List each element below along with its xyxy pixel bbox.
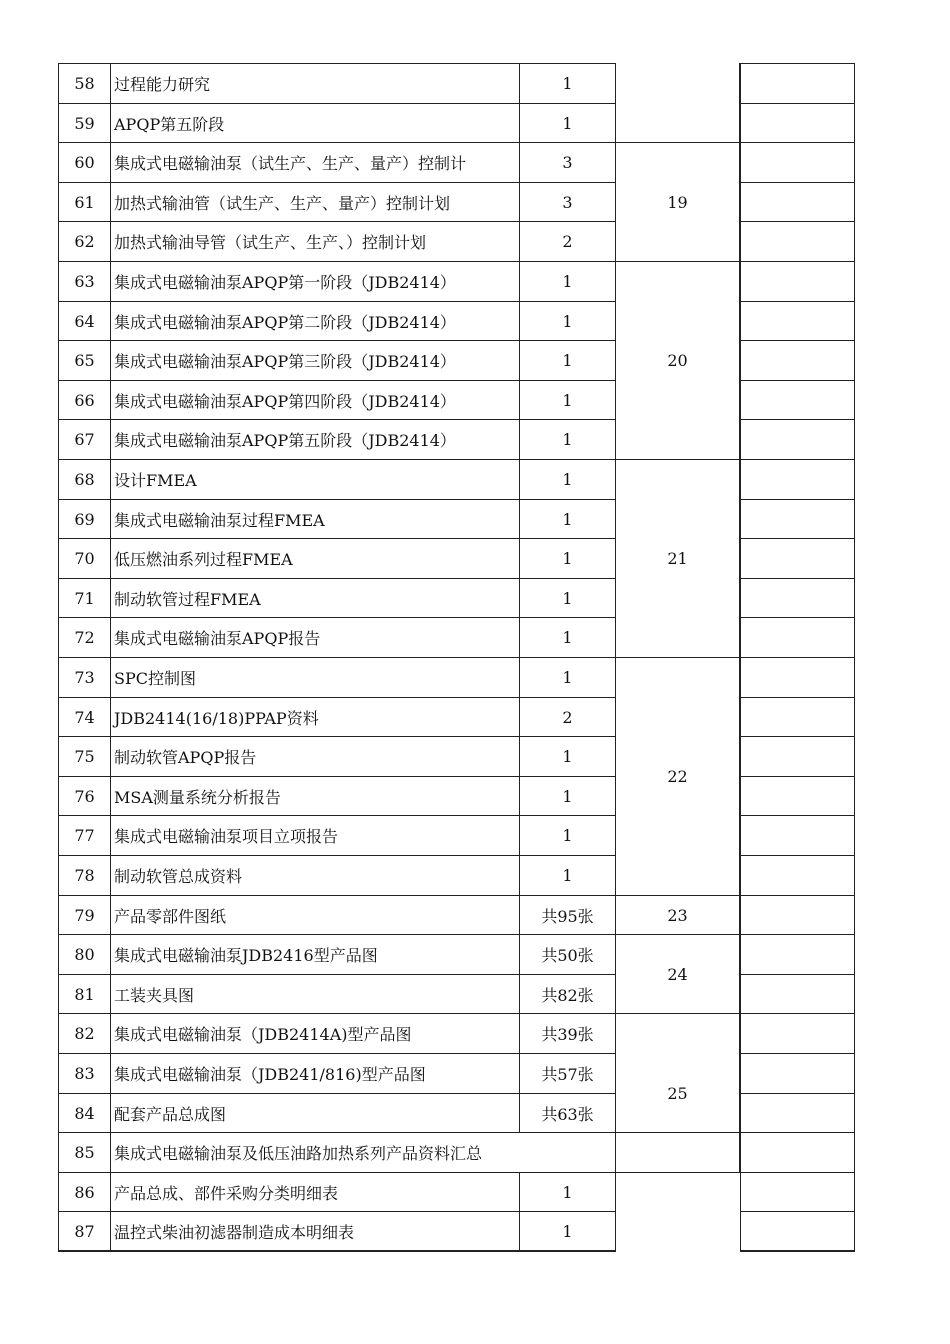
volume-number-cell (615, 142, 740, 262)
row-number (58, 776, 111, 816)
row-quantity-text: 2 (562, 707, 573, 727)
row-name-text: 集成式电磁输油泵APQP第三阶段（JDB2414） (114, 352, 456, 371)
row-number-text: 72 (74, 628, 95, 647)
row-name (110, 340, 520, 381)
row-number-text: 75 (74, 747, 95, 766)
row-name-text: 过程能力研究 (114, 75, 211, 94)
row-quantity (519, 380, 616, 420)
row-quantity-text: 1 (562, 786, 573, 806)
row-name-text: 集成式电磁输油泵（试生产、生产、量产）控制计 (114, 154, 467, 173)
row-name (110, 499, 520, 539)
row-quantity-text: 1 (562, 1182, 573, 1202)
row-number-text: 84 (74, 1103, 95, 1123)
row-remark-cell (740, 538, 855, 579)
row-number-text: 66 (74, 390, 95, 410)
row-remark-cell (740, 1211, 855, 1252)
row-remark-cell (740, 578, 855, 618)
row-number-text: 79 (74, 905, 95, 925)
row-number (58, 340, 111, 381)
row-quantity (519, 538, 616, 579)
row-quantity-text: 1 (562, 866, 573, 885)
row-number-text: 68 (74, 470, 95, 489)
row-remark-cell (740, 221, 855, 262)
row-remark-cell (740, 617, 855, 658)
row-name (110, 617, 520, 658)
volume-number-cell (615, 459, 740, 658)
row-name-text: APQP第五阶段 (114, 114, 225, 134)
row-name (110, 301, 520, 341)
volume-number-cell-text: 21 (667, 549, 688, 568)
row-name (110, 855, 520, 896)
row-name (110, 380, 520, 420)
row-quantity-text: 1 (562, 470, 573, 489)
row-quantity-text: 1 (562, 588, 573, 608)
row-remark-cell (740, 142, 855, 183)
volume-number-cell-empty (615, 1172, 739, 1252)
row-remark-cell (740, 934, 855, 975)
row-number-text: 60 (74, 153, 95, 172)
row-quantity (519, 63, 616, 104)
row-remark-cell (740, 697, 855, 737)
row-quantity (519, 1172, 616, 1212)
row-number-text: 85 (74, 1143, 95, 1162)
row-number-text: 61 (74, 192, 95, 212)
row-quantity-text: 1 (562, 826, 573, 845)
row-name-text: 集成式电磁输油泵及低压油路加热系列产品资料汇总 (114, 1144, 483, 1163)
row-quantity-text: 共50张 (541, 946, 594, 965)
row-name (110, 103, 520, 143)
row-name-text: 制动软管过程FMEA (114, 589, 261, 609)
row-quantity-text: 共63张 (541, 1104, 594, 1124)
row-name-text: 集成式电磁输油泵项目立项报告 (114, 827, 339, 846)
row-remark-cell (740, 855, 855, 896)
row-number (58, 1013, 111, 1054)
row-name-text: 加热式输油管（试生产、生产、量产）控制计划 (114, 193, 451, 213)
row-number (58, 697, 111, 737)
row-remark-cell (740, 895, 855, 935)
row-remark-cell (740, 736, 855, 777)
row-number-text: 74 (74, 707, 95, 727)
row-number (58, 895, 111, 935)
row-number-text: 59 (74, 113, 95, 133)
row-quantity (519, 895, 616, 935)
row-remark-cell (740, 340, 855, 381)
row-quantity (519, 419, 616, 460)
row-number-text: 62 (74, 232, 95, 251)
row-quantity-text: 1 (562, 628, 573, 647)
row-quantity-text: 共82张 (541, 985, 594, 1005)
row-name-text: 配套产品总成图 (114, 1104, 227, 1124)
row-number (58, 499, 111, 539)
row-quantity-text: 共57张 (541, 1065, 594, 1084)
row-number-text: 65 (74, 351, 95, 370)
row-name-text: MSA测量系统分析报告 (114, 787, 281, 807)
row-remark-cell (740, 499, 855, 539)
row-number (58, 815, 111, 856)
row-name (110, 1172, 520, 1212)
row-name (110, 776, 520, 816)
row-remark-cell (740, 974, 855, 1014)
row-quantity (519, 1013, 616, 1054)
row-quantity (519, 776, 616, 816)
row-remark-cell (740, 815, 855, 856)
row-name-text: 产品零部件图纸 (114, 906, 227, 926)
volume-number-cell-text: 24 (667, 964, 688, 984)
row-remark-cell (740, 1172, 855, 1212)
row-number-text: 63 (74, 272, 95, 291)
row-name-text: 工装夹具图 (114, 985, 195, 1005)
row-number (58, 301, 111, 341)
row-quantity (519, 499, 616, 539)
row-name (110, 182, 520, 222)
row-name (110, 934, 520, 975)
volume-number-cell (615, 934, 740, 1014)
row-number (58, 63, 111, 104)
row-number (58, 1172, 111, 1212)
row-name-text: 温控式柴油初滤器制造成本明细表 (114, 1223, 355, 1242)
row-name (110, 895, 520, 935)
row-name (110, 538, 520, 579)
row-number (58, 1211, 111, 1252)
row-number-text: 87 (74, 1222, 95, 1241)
row-quantity-text: 1 (562, 430, 573, 449)
row-remark-cell (740, 63, 855, 104)
row-name (110, 1093, 520, 1133)
row-quantity-text: 共39张 (541, 1025, 594, 1044)
volume-number-cell (615, 261, 740, 460)
row-name (110, 815, 520, 856)
row-quantity (519, 340, 616, 381)
row-name-text: 集成式电磁输油泵（JDB241/816)型产品图 (114, 1065, 426, 1084)
row-name-text: 制动软管总成资料 (114, 867, 243, 886)
row-quantity (519, 1053, 616, 1094)
row-quantity-text: 3 (562, 153, 573, 172)
row-number-text: 80 (74, 945, 95, 964)
row-name (110, 142, 520, 183)
row-quantity (519, 1211, 616, 1252)
row-quantity-text: 1 (562, 113, 573, 133)
row-number (58, 142, 111, 183)
volume-number-cell (615, 63, 740, 143)
row-name-text: 集成式电磁输油泵过程FMEA (114, 510, 325, 530)
row-remark-cell (740, 301, 855, 341)
row-name-text: 加热式输油导管（试生产、生产、）控制计划 (114, 233, 427, 252)
row-remark-cell (740, 1013, 855, 1054)
row-name (110, 419, 520, 460)
row-number-text: 70 (74, 549, 95, 568)
row-remark-cell (740, 1132, 855, 1173)
row-quantity (519, 261, 616, 302)
row-name-text: 低压燃油系列过程FMEA (114, 550, 293, 569)
table-bottom-border (58, 1250, 616, 1252)
row-number-text: 81 (74, 984, 95, 1004)
row-quantity (519, 459, 616, 500)
row-name-text: 集成式电磁输油泵JDB2416型产品图 (114, 946, 378, 965)
row-remark-cell (740, 1093, 855, 1133)
row-name-text: 产品总成、部件采购分类明细表 (114, 1183, 339, 1203)
row-name-text: JDB2414(16/18)PPAP资料 (114, 708, 319, 728)
row-quantity (519, 182, 616, 222)
row-number (58, 538, 111, 579)
row-quantity (519, 301, 616, 341)
volume-number-cell (615, 1013, 740, 1173)
volume-number-cell (615, 657, 740, 896)
row-number-text: 58 (74, 74, 95, 93)
row-number-text: 78 (74, 866, 95, 885)
row-number (58, 221, 111, 262)
row-name-text: 集成式电磁输油泵APQP报告 (114, 629, 321, 648)
volume-number-cell-text: 19 (667, 192, 688, 212)
row-number (58, 261, 111, 302)
row-remark-cell (740, 459, 855, 500)
row-name (110, 261, 520, 302)
row-number-text: 83 (74, 1064, 95, 1083)
row-name-text: 设计FMEA (114, 471, 197, 490)
row-name-text: 集成式电磁输油泵（JDB2414A)型产品图 (114, 1025, 412, 1044)
row-quantity (519, 617, 616, 658)
row-name-text: 制动软管APQP报告 (114, 748, 257, 767)
row-quantity (519, 934, 616, 975)
row-quantity (519, 221, 616, 262)
row-remark-cell (740, 380, 855, 420)
row-number-text: 82 (74, 1024, 95, 1043)
row-number (58, 459, 111, 500)
row-remark-cell (740, 1053, 855, 1094)
row-quantity-text: 1 (562, 351, 573, 370)
row-number-text: 67 (74, 430, 95, 449)
row-quantity-text: 1 (562, 747, 573, 766)
volume-number-cell-text: 20 (667, 351, 688, 370)
row-quantity (519, 855, 616, 896)
row-remark-cell (740, 103, 855, 143)
row-number (58, 419, 111, 460)
row-number-text: 73 (74, 668, 95, 687)
row-number (58, 617, 111, 658)
row-quantity-text: 3 (562, 192, 573, 212)
row-number (58, 182, 111, 222)
row-name (110, 657, 520, 698)
row-number (58, 736, 111, 777)
row-remark-cell (740, 261, 855, 302)
row-quantity (519, 736, 616, 777)
row-name-text: 集成式电磁输油泵APQP第五阶段（JDB2414） (114, 431, 456, 450)
row-name (110, 736, 520, 777)
row-number (58, 1132, 111, 1173)
row-remark-cell (740, 419, 855, 460)
row-name (110, 459, 520, 500)
row-name (110, 578, 520, 618)
row-remark-cell (740, 776, 855, 816)
row-number-text: 77 (74, 826, 95, 845)
volume-number-cell (615, 895, 740, 935)
row-number (58, 855, 111, 896)
row-name (110, 974, 520, 1014)
remark-bottom-border (740, 1250, 855, 1252)
row-quantity-text: 共95张 (541, 906, 594, 926)
row-quantity-text: 1 (562, 549, 573, 568)
row-quantity (519, 697, 616, 737)
row-quantity-text: 1 (562, 311, 573, 331)
row-number-text: 76 (74, 786, 95, 806)
row-quantity (519, 578, 616, 618)
row-quantity (519, 103, 616, 143)
row-number (58, 380, 111, 420)
row-number (58, 974, 111, 1014)
row-quantity (519, 815, 616, 856)
volume-number-cell-text: 25 (667, 1083, 688, 1103)
volume-number-cell-text: 22 (667, 767, 688, 786)
row-number (58, 578, 111, 618)
row-number (58, 1053, 111, 1094)
row-number-text: 69 (74, 509, 95, 529)
volume-number-cell-text: 23 (667, 905, 688, 925)
row-quantity-text: 2 (562, 232, 573, 251)
row-name (110, 1013, 520, 1054)
row-number-text: 86 (74, 1182, 95, 1202)
row-name (110, 1211, 520, 1252)
row-quantity (519, 974, 616, 1014)
row-remark-cell (740, 182, 855, 222)
row-quantity (519, 657, 616, 698)
row-quantity-text: 1 (562, 509, 573, 529)
row-number (58, 934, 111, 975)
row-quantity-text: 1 (562, 74, 573, 93)
row-quantity (519, 142, 616, 183)
row-name (110, 221, 520, 262)
row-quantity-text: 1 (562, 1222, 573, 1241)
row-name (110, 63, 520, 104)
row-name-text: 集成式电磁输油泵APQP第四阶段（JDB2414） (114, 391, 456, 411)
row-name (110, 1053, 520, 1094)
row-name (110, 697, 520, 737)
row-number-text: 71 (74, 588, 95, 608)
row-number (58, 657, 111, 698)
row-quantity-text: 1 (562, 390, 573, 410)
row-quantity-text: 1 (562, 668, 573, 687)
row-quantity (519, 1093, 616, 1133)
row-remark-cell (740, 657, 855, 698)
row-number (58, 1093, 111, 1133)
row-name-text: 集成式电磁输油泵APQP第二阶段（JDB2414） (114, 312, 456, 332)
row-number (58, 103, 111, 143)
row-name-text: 集成式电磁输油泵APQP第一阶段（JDB2414） (114, 273, 456, 292)
row-quantity-text: 1 (562, 272, 573, 291)
row-name-text: SPC控制图 (114, 669, 196, 688)
row-number-text: 64 (74, 311, 95, 331)
